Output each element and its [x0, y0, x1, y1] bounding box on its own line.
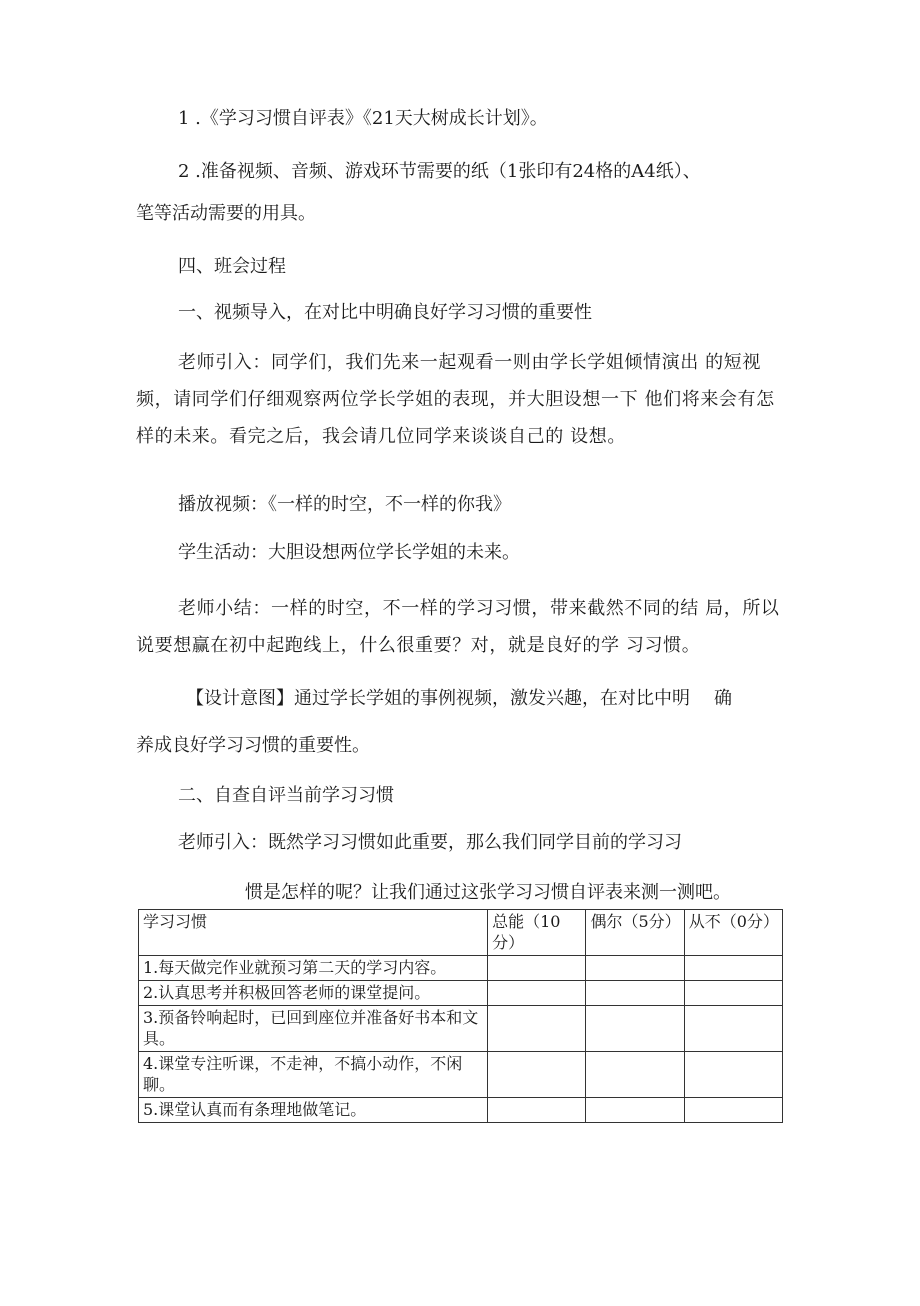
design-intent-tail: 确 [714, 688, 732, 709]
table-row [139, 981, 783, 1006]
score-cell[interactable] [586, 1052, 684, 1098]
score-cell[interactable] [684, 1098, 782, 1123]
page-cut-mask [136, 1156, 786, 1306]
play-video-line: 播放视频：《一样的时空，不一样的你我》 [178, 494, 511, 515]
teacher-intro-paragraph: 老师引入：同学们，我们先来一起观看一则由学长学姐倾情演出 的短视频，请同学们仔细观察两位学长学姐的表现，并大胆设想一下 他们将来会有怎样的未来。看完之后，我会请几位同学来谈谈自己的 设想。 [136, 352, 775, 447]
header-habit: 学习习惯 [139, 910, 488, 956]
score-cell[interactable] [684, 1006, 782, 1052]
habit-cell: 2.认真思考并积极回答老师的课堂提问。 [139, 981, 488, 1006]
habit-cell: 1.每天做完作业就预习第二天的学习内容。 [139, 956, 488, 981]
section-heading-process: 四、班会过程 [178, 256, 286, 277]
step-heading-2: 二、自查自评当前学习习惯 [178, 785, 394, 806]
design-intent-cont: 养成良好学习习惯的重要性。 [136, 735, 370, 756]
score-cell[interactable] [586, 981, 684, 1006]
header-never: 从不（0分） [684, 910, 782, 956]
score-cell[interactable] [488, 1098, 586, 1123]
score-cell[interactable] [488, 1052, 586, 1098]
materials-item-1: 1 .《学习习惯自评表》《21天大树成长计划》。 [178, 108, 548, 129]
teacher-summary-paragraph: 老师小结：一样的时空，不一样的学习习惯，带来截然不同的结 局，所以说要想赢在初中起跑线上，什么很重要？对，就是良好的学 习习惯。 [136, 598, 780, 656]
score-cell[interactable] [586, 956, 684, 981]
score-cell[interactable] [684, 956, 782, 981]
table-header-row [139, 910, 783, 956]
habit-self-assessment-table [138, 909, 783, 1123]
score-cell[interactable] [586, 1006, 684, 1052]
score-cell[interactable] [684, 981, 782, 1006]
student-activity-line: 学生活动：大胆设想两位学长学姐的未来。 [178, 542, 520, 563]
header-sometimes: 偶尔（5分） [586, 910, 684, 956]
design-intent-text: 【设计意图】通过学长学姐的事例视频，激发兴趣，在对比中明 [186, 688, 690, 709]
habit-cell: 3.预备铃响起时，已回到座位并准备好书本和文具。 [139, 1006, 488, 1052]
habit-cell: 4.课堂专注听课，不走神，不搞小动作，不闲聊。 [139, 1052, 488, 1098]
teacher-intro-2-cont: 惯是怎样的呢？让我们通过这张学习习惯自评表来测一测吧。 [245, 882, 731, 903]
score-cell[interactable] [488, 981, 586, 1006]
habit-cell: 5.课堂认真而有条理地做笔记。 [139, 1098, 488, 1123]
table-row [139, 956, 783, 981]
score-cell[interactable] [488, 956, 586, 981]
table-row [139, 1098, 783, 1123]
score-cell[interactable] [586, 1098, 684, 1123]
table-row [139, 1052, 783, 1098]
header-always: 总能（10分） [488, 910, 586, 956]
design-intent-line [186, 689, 836, 709]
teacher-intro-2: 老师引入：既然学习习惯如此重要，那么我们同学目前的学习习 [178, 832, 682, 853]
step-heading-1: 一、视频导入，在对比中明确良好学习习惯的重要性 [178, 302, 592, 323]
materials-item-2: 2 .准备视频、音频、游戏环节需要的纸（1张印有24格的A4纸）、 [178, 161, 701, 182]
score-cell[interactable] [488, 1006, 586, 1052]
score-cell[interactable] [684, 1052, 782, 1098]
table-row [139, 1006, 783, 1052]
materials-item-2-cont: 笔等活动需要的用具。 [136, 203, 316, 224]
